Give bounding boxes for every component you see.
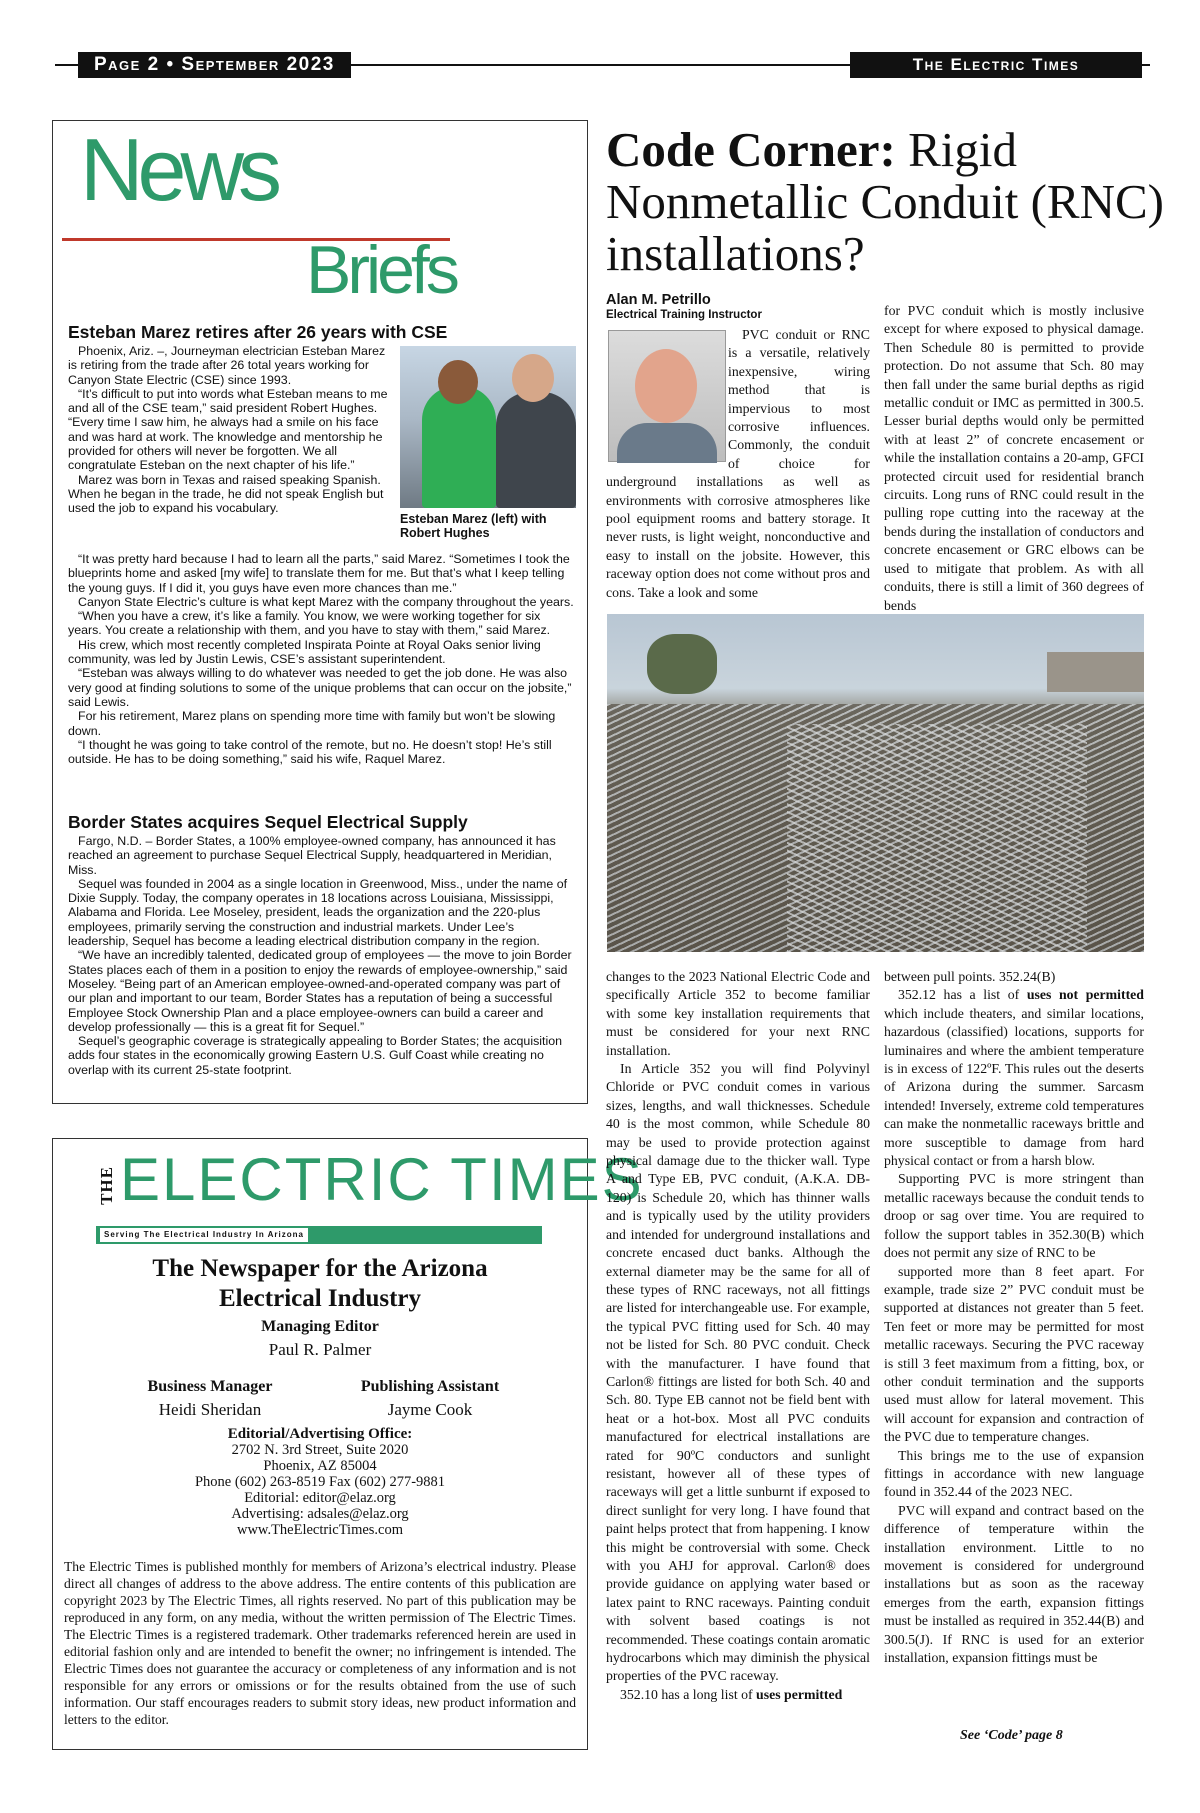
- story1-paragraph: “It was pretty hard because I had to learn all the parts,” said Marez. “Sometimes I took the blueprints home and asked [my wife] to translate them for me. But that’s what I keep telling the young guys. If I did it, you guys have even more chances than me.”: [68, 552, 570, 595]
- code-paragraph: 352.10 has a long list of uses permitted: [620, 1686, 843, 1702]
- code-corner-title: [606, 124, 1166, 280]
- masthead-subtitle: The Newspaper for the Arizona Electrical Industry: [152, 1255, 488, 1312]
- code-col1-bottom: [606, 968, 870, 1748]
- story2-paragraph: Fargo, N.D. – Border States, a 100% employee-owned company, has announced it has reached an agreement to purchase Sequel Electrical Supply, headquartered in Meridian, Miss.: [68, 834, 556, 877]
- news-briefs-title-briefs: Briefs: [306, 232, 456, 308]
- managing-editor-role: Managing Editor: [261, 1318, 379, 1335]
- story1-paragraph: Marez was born in Texas and raised speaking Spanish. When he began in the trade, he did not speak English but used the job to expand his vocabulary.: [68, 472, 384, 516]
- marez-hughes-photo: [400, 346, 576, 508]
- masthead-tagline: Serving The Electrical Industry In Arizona: [100, 1228, 308, 1242]
- office-label: Editorial/Advertising Office:: [227, 1426, 413, 1442]
- code-paragraph: In Article 352 you will find Polyvinyl Chloride or PVC conduit comes in various sizes, lengths, and wall thicknesses. Schedule 40 is the most common, while Schedule 80 may be used to provide protection against physical damage due to the thicker wall. Type A and Type EB, PVC conduit, (A.K.A. DB-120) is Schedule 20, which has thinner walls and is typically used by the utility providers and intended for underground installations and concrete encased duct banks. Although the external diameter may be the same for all of these types of RNC raceways, not all fittings are listed for interchangeable use. For example, the typical PVC fitting used for Sch. 40 may not be listed for Sch. 80 PVC conduit. Check with the manufacturer. I have found that Carlon® fittings are listed for both Sch. 40 and Sch. 80. Type EB cannot not be field bent with heat or a hot-box. Most all PVC conduits manufactured for electrical installations are rated for 90ºC conductors and sunlight resistant, however all of these types of raceways will get a little sunburnt if exposed to direct sunlight for very long. I have found that paint helps protect that from happening. I know this might be controversial with some. Check with you AHJ for approval. Carlon® does provide guidance on applying water based or latex paint to RNC raceways. Painting conduit with solvent based coatings is not recommended. These coatings contain aromatic hydrocarbons which may diminish the physical properties of the PVC raceway.: [606, 1061, 870, 1684]
- publishing-assistant-name: Jayme Cook: [387, 1400, 473, 1419]
- story1-body-top: [68, 344, 394, 516]
- publication-label: The Electric Times: [850, 52, 1142, 78]
- story1-paragraph: “It’s difficult to put into words what Esteban means to me and all of the CSE team,” said president Robert Hughes. “Every time I saw him, he always had a smile on his face and was hard at work. The knowledge and mentorship he provided for others will never be forgotten. We all congratulate Esteban on the next chapter of his life.”: [68, 386, 388, 473]
- story1-body-bottom: [68, 552, 576, 766]
- story1-paragraph: His crew, which most recently completed Inspirata Pointe at Royal Oaks senior living community, was led by Justin Lewis, CSE’s assistant superintendent.: [68, 637, 541, 667]
- code-paragraph: supported more than 8 feet apart. For example, trade size 2” PVC conduit must be supported at distances not greater than 5 feet. Ten feet or more may be permitted for most metallic raceways. Securing the PVC raceway is still 3 feet maximum from a fitting, box, or other conduit termination and the supports used must allow for lateral movement. This will account for expansion and contraction of the PVC due to temperature changes.: [884, 1263, 1144, 1445]
- story2-paragraph: Sequel’s geographic coverage is strategically appealing to Border States; the acquisition adds four states in the economically growing Eastern U.S. Gulf Coast while creating no overlap with its current 25-state footprint.: [68, 1034, 562, 1077]
- code-corner-title-rest: Rigid Nonmetallic Conduit (RNC) installations?: [606, 122, 1164, 281]
- address-line2: Phoenix, AZ 85004: [263, 1458, 377, 1474]
- managing-editor-name: Paul R. Palmer: [268, 1340, 372, 1359]
- story1-paragraph: Canyon State Electric’s culture is what kept Marez with the company throughout the years.: [78, 594, 574, 609]
- editorial-email: Editorial: editor@elaz.org: [244, 1490, 396, 1506]
- code-paragraph: between pull points. 352.24(B): [884, 969, 1056, 984]
- pvc-conduit-jobsite-photo: [607, 614, 1144, 952]
- code-paragraph: PVC will expand and contract based on the difference of temperature within the installation environment. Little to no movement is considered for underground installations but as soon as the raceway emerges from the earth, expansion fittings must be installed as required in 352.44(B) and 300.5(J). If RNC is used for an exterior installation, expansion fittings must be: [884, 1502, 1144, 1666]
- story2-headline: Border States acquires Sequel Electrical Supply: [68, 812, 468, 832]
- story1-paragraph: “I thought he was going to take control of the remote, but no. He doesn’t stop! He’s still outside. He has to be doing something,” said his wife, Raquel Marez.: [68, 737, 552, 767]
- story1-photo-caption: Esteban Marez (left) with Robert Hughes: [400, 512, 547, 540]
- news-briefs-title-news: News: [80, 120, 277, 219]
- story2-body: [68, 834, 576, 1077]
- code-paragraph: This brings me to the use of expansion fittings in accordance with new language found in 352.44 of the 2023 NEC.: [884, 1447, 1144, 1500]
- story2-paragraph: Sequel was founded in 2004 as a single location in Greenwood, Miss., under the name of Dixie Supply. Today, the company operates in 18 locations across Louisiana, Mississippi, Alabama and Florida. Lee Moseley, president, leads the organization and the 220-plus employees, primarily serving the construction and industrial markets. Under Lee’s leadership, Sequel has become a leading electrical distribution company in the region.: [68, 876, 568, 949]
- story1-paragraph: Phoenix, Ariz. –, Journeyman electrician Esteban Marez is retiring from the trade after 26 total years working for Canyon State Electric (CSE) since 1993.: [68, 344, 386, 387]
- masthead-logo-title: ELECTRIC TIMES: [120, 1146, 644, 1213]
- story2-paragraph: “We have an incredibly talented, dedicated group of employees — the move to join Border States places each of them in a position to enjoy the rewards of employee-ownership,” said Moseley. “Being part of an American employee-owned-and-operated company was part of our plan and important to our team, Border States has a reputation of being a successful Employee Stock Ownership Plan and a place employee-owners can build a career and develop professionally — this is a great fit for Sequel.”: [68, 948, 572, 1034]
- page-label: Page 2 • September 2023: [78, 52, 351, 78]
- masthead-the: THE: [97, 1166, 116, 1205]
- code-paragraph: 352.12 has a list of uses not permitted which include theaters, and similar locations, hazardous (classified) locations, supports for luminaires and where the ambient temperature is in excess of 122ºF. This rules out the deserts of Arizona during the summer. Sarcasm intended! Inversely, extreme cold temperatures can make the nonmetallic raceways brittle and more susceptible to damage from hard physical contact or from a harsh blow.: [884, 987, 1144, 1169]
- author-role: Electrical Training Instructor: [606, 309, 762, 321]
- masthead-notice: The Electric Times is published monthly for members of Arizona’s electrical industry. Please direct all changes of address to the above address. The entire contents of this publication are copyright 2023 by The Electric Times, all rights reserved. No part of this publication may be reproduced in any form, on any media, without the written permission of The Electric Times. The Electric Times is a registered trademark. Other trademarks referenced herein are used in editorial fashion only and are intended to benefit the owner; no infringement is intended. The Electric Times does not guarantee the accuracy or completeness of any information and is not responsible for any errors or omissions or for the results obtained from the use of such information. Our staff encourages readers to submit story ideas, new product information and letters to the editor.: [64, 1559, 576, 1727]
- phone-fax: Phone (602) 263-8519 Fax (602) 277-9881: [194, 1474, 446, 1490]
- code-col2-bottom: [884, 968, 1144, 1724]
- story1-paragraph: “Esteban was always willing to do whatever was needed to get the job done. He was also very good at finding solutions to some of the unique problems that can occur on the jobsite,” said Lewis.: [68, 666, 572, 709]
- code-col1-top: [606, 326, 870, 604]
- code-paragraph: Supporting PVC is more stringent than metallic raceways because the conduit tends to droop or sag over time. You are required to follow the support tables in 352.30(B) which does not permit any size of RNC to be: [884, 1171, 1144, 1261]
- author-name: Alan M. Petrillo: [606, 292, 711, 308]
- code-paragraph: changes to the 2023 National Electric Code and specifically Article 352 to become familiar with some key installation requirements that must be considered for your next RNC installation.: [606, 969, 870, 1058]
- publishing-assistant-role: Publishing Assistant: [360, 1378, 500, 1395]
- address-line1: 2702 N. 3rd Street, Suite 2020: [231, 1442, 409, 1458]
- story1-headline: Esteban Marez retires after 26 years with CSE: [68, 322, 448, 342]
- code-corner-title-bold: Code Corner:: [606, 122, 896, 177]
- story1-paragraph: “When you have a crew, it’s like a family. You know, we were working together for six years. You create a relationship with them, and you have to stay with them,” said Marez.: [68, 609, 551, 638]
- advertising-email: Advertising: adsales@elaz.org: [231, 1506, 409, 1522]
- business-manager-role: Business Manager: [147, 1378, 273, 1395]
- code-paragraph: PVC conduit or RNC is a versatile, relatively inexpensive, wiring method that is impervious to most corrosive influences. Commonly, the conduit of choice for underground installations as well as environments with corrosive atmospheres like pool equipment rooms and battery storage. It never rusts, is light weight, nonconductive and easy to install on the jobsite. However, this raceway option does not come without pros and cons. Take a look and some: [606, 327, 870, 600]
- story1-paragraph: For his retirement, Marez plans on spending more time with family but won’t be slowing down.: [68, 709, 556, 738]
- business-manager-name: Heidi Sheridan: [158, 1400, 262, 1419]
- code-col2-top: [884, 302, 1144, 613]
- website: www.TheElectricTimes.com: [236, 1522, 404, 1538]
- office-contact-block: [100, 1426, 540, 1538]
- continued-jump-line: See ‘Code’ page 8: [960, 1728, 1063, 1743]
- code-paragraph: for PVC conduit which is mostly inclusive except for where exposed to physical damage. Then Schedule 80 is permitted to provide protection. Do not assume that Sch. 80 may then fall under the same burial depths as rigid metallic conduit or IMC as permitted in 300.5. Lesser burial depths would only be permitted with at least 2” of concrete encasement or while the installation contains a 20-amp, GFCI protected circuit used for residential branch circuits. Long runs of RNC could result in the pulling rope cutting into the raceway at the bends during the installation of conductors and concrete encasement or GRC elbows can be used to mitigate that problem. As with all conduits, there is still a limit of 360 degrees of bends: [884, 303, 1144, 613]
